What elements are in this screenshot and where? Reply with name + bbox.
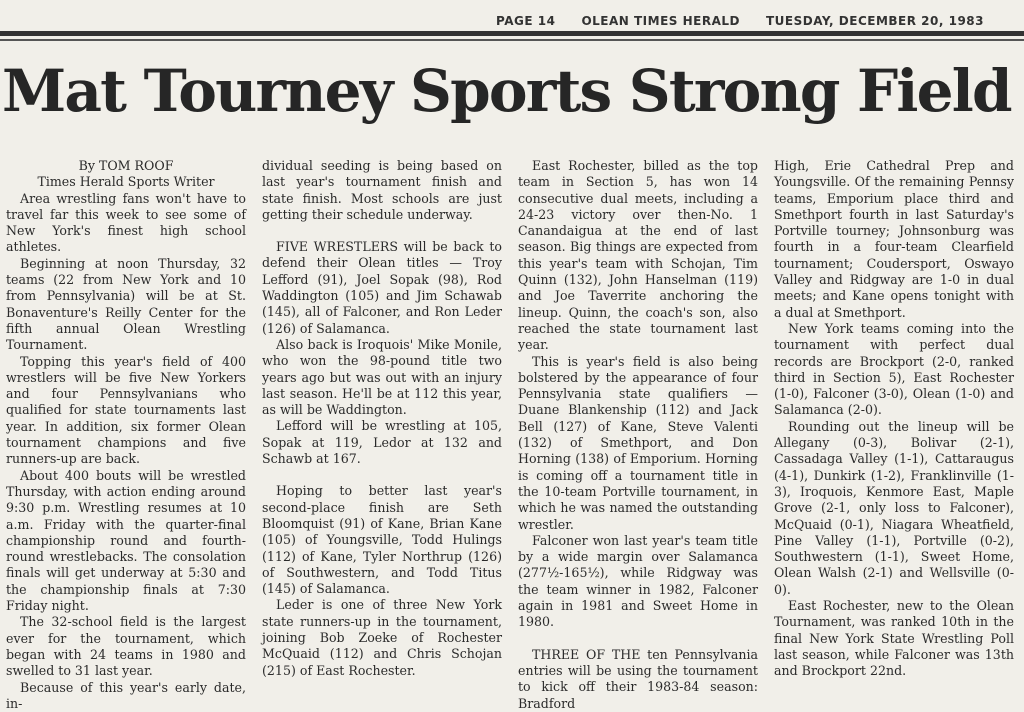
- headline: Mat Tourney Sports Strong Field: [2, 56, 1022, 126]
- paragraph: East Rochester, new to the Olean Tournament, was ranked 10th in the final New York State Wrestling Poll last season, while Falconer was 13th and Brockport 22nd.: [774, 598, 1014, 679]
- column-2: [262, 158, 502, 671]
- subhead-paragraph: THREE OF THE ten Pennsylvania entries will be using the tournament to kick off their 1983-84 season: Bradford: [518, 647, 758, 712]
- masthead-rule-thin: [0, 39, 1024, 41]
- paragraph: Also back is Iroquois' Mike Monile, who won the 98-pound title two years ago but was out with an injury last season. He'll be at 112 this year, as will be Waddington.: [262, 337, 502, 418]
- newspaper-name: OLEAN TIMES HERALD: [581, 14, 740, 28]
- paragraph: High, Erie Cathedral Prep and Youngsville. Of the remaining Pennsy teams, Emporium place third and Smethport fourth in last Saturday's Portville tourney; Johnsonburg was fourth in a four-team Clearfield tournament; Coudersport, Oswayo Valley and Ridgway are 1-0 in dual meets; and Kane opens tonight with a dual at Smethport.: [774, 158, 1014, 321]
- paragraph: About 400 bouts will be wrestled Thursday, with action ending around 9:30 p.m. Wrestling resumes at 10 a.m. Friday with the quarter-final championship round and fourth-round wrestlebacks. The consolation finals will get underway at 5:30 and the championship finals at 7:30 Friday night.: [6, 468, 246, 615]
- issue-date: TUESDAY, DECEMBER 20, 1983: [766, 14, 984, 28]
- paragraph: dividual seeding is being based on last year's tournament finish and state finish. Most schools are just getting their schedule underway.: [262, 158, 502, 223]
- byline-author: By TOM ROOF: [6, 158, 246, 174]
- column-4: [774, 158, 1014, 671]
- column-3: [518, 158, 758, 671]
- byline-title: Times Herald Sports Writer: [6, 174, 246, 190]
- article-columns: [6, 158, 1018, 671]
- column-1: [6, 158, 246, 671]
- paragraph: East Rochester, billed as the top team in Section 5, has won 14 consecutive dual meets, including a 24-23 victory over then-No. 1 Canandaigua at the end of last season. Big things are expected from this year's team with Schojan, Tim Quinn (132), John Hanselman (119) and Joe Taverrite anchoring the lineup. Quinn, the coach's son, also reached the state tournament last year.: [518, 158, 758, 354]
- paragraph: Topping this year's field of 400 wrestlers will be five New Yorkers and four Pennsylvanians who qualified for state tournaments last year. In addition, six former Olean tournament champions and five runners-up are back.: [6, 354, 246, 468]
- paragraph: The 32-school field is the largest ever for the tournament, which began with 24 teams in 1980 and swelled to 31 last year.: [6, 614, 246, 679]
- masthead: [496, 14, 984, 28]
- paragraph: Because of this year's early date, in-: [6, 680, 246, 712]
- paragraph: Beginning at noon Thursday, 32 teams (22 from New York and 10 from Pennsylvania) will be at St. Bonaventure's Reilly Center for the fifth annual Olean Wrestling Tournament.: [6, 256, 246, 354]
- paragraph: Leder is one of three New York state runners-up in the tournament, joining Bob Zoeke of Rochester McQuaid (112) and Chris Schojan (215) of East Rochester.: [262, 597, 502, 678]
- page-number: PAGE 14: [496, 14, 555, 28]
- paragraph: Area wrestling fans won't have to travel far this week to see some of New York's finest high school athletes.: [6, 191, 246, 256]
- paragraph: Rounding out the lineup will be Allegany (0-3), Bolivar (2-1), Cassadaga Valley (1-1), Cattaraugus (4-1), Dunkirk (1-2), Franklinville (1-3), Iroquois, Kenmore East, Maple Grove (2-1, only loss to Falconer), McQuaid (0-1), Niagara Wheatfield, Pine Valley (1-1), Portville (0-2), Southwestern (1-1), Sweet Home, Olean Walsh (2-1) and Wellsville (0-0).: [774, 419, 1014, 598]
- paragraph: Lefford will be wrestling at 105, Sopak at 119, Ledor at 132 and Schawb at 167.: [262, 418, 502, 467]
- masthead-rule-thick: [0, 31, 1024, 36]
- paragraph: Hoping to better last year's second-place finish are Seth Bloomquist (91) of Kane, Brian Kane (105) of Youngsville, Todd Hulings (112) of Kane, Tyler Northrup (126) of Southwestern, and Todd Titus (145) of Salamanca.: [262, 483, 502, 597]
- paragraph: New York teams coming into the tournament with perfect dual records are Brockport (2-0, ranked third in Section 5), East Rochester (1-0), Falconer (3-0), Olean (1-0) and Salamanca (2-0).: [774, 321, 1014, 419]
- subhead-paragraph: FIVE WRESTLERS will be back to defend their Olean titles — Troy Lefford (91), Joel Sopak (98), Rod Waddington (105) and Jim Schawab (145), all of Falconer, and Ron Leder (126) of Salamanca.: [262, 239, 502, 337]
- paragraph: This is year's field is also being bolstered by the appearance of four Pennsylvania state qualifiers — Duane Blankenship (112) and Jack Bell (127) of Kane, Steve Valenti (132) of Smethport, and Don Horning (138) of Emporium. Horning is coming off a tournament title in the 10-team Portville tournament, in which he was named the outstanding wrestler.: [518, 354, 758, 533]
- paragraph: Falconer won last year's team title by a wide margin over Salamanca (277½-165½), while Ridgway was the team winner in 1982, Falconer again in 1981 and Sweet Home in 1980.: [518, 533, 758, 631]
